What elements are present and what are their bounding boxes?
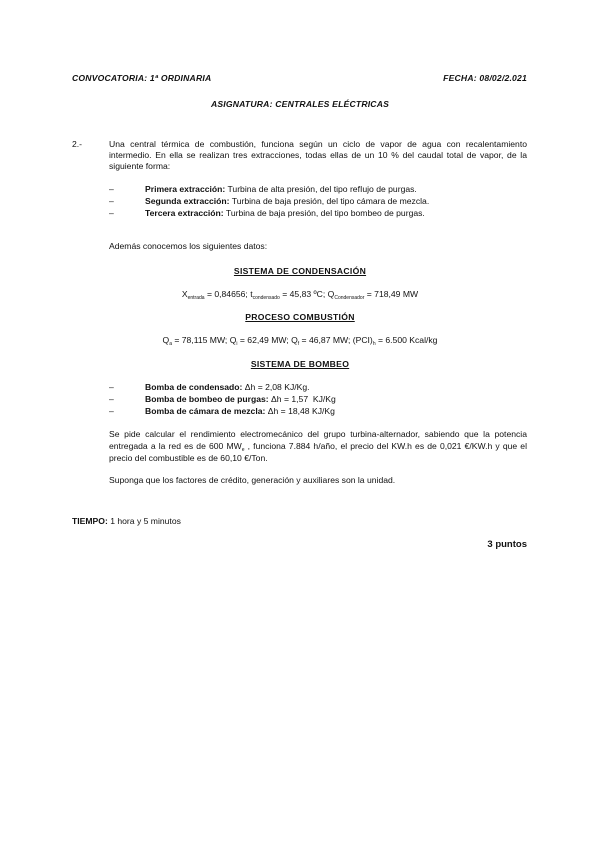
bullet-dash: – <box>109 406 114 416</box>
problem-number: 2.- <box>72 139 83 149</box>
extraction-text: Turbina de baja presión, del tipo bombeo de purgas. <box>223 208 425 218</box>
asignatura-title: ASIGNATURA: CENTRALES ELÉCTRICAS <box>210 99 390 109</box>
combustion-data: $Q_a = 78,115$ MW; $Q_i = 62,49$ MW; $Q_f = 46,87$ MW; $(PCI)_h = 6.500$ Kcal/kg <box>162 335 438 347</box>
bombeo-title: SISTEMA DE BOMBEO <box>250 359 350 369</box>
fecha-label: FECHA: 08/02/2.021 <box>443 73 527 83</box>
bomba-label: Bomba de cámara de mezcla: <box>145 406 266 416</box>
bomba-value: Δh = 1,57 KJ/Kg <box>268 394 336 404</box>
bullet-dash: – <box>109 208 114 218</box>
tiempo-line <box>72 516 181 526</box>
bomba-value: Δh = 18,48 KJ/Kg <box>265 406 335 416</box>
condensacion-data: $X_{entrada} = 0,84656$; $t_{condensado} = 45,83$ ºC; $Q_{Condensador} = 718,49$ MW <box>181 289 419 301</box>
bullet-dash: – <box>109 184 114 194</box>
convocatoria-label: CONVOCATORIA: 1ª ORDINARIA <box>72 73 212 83</box>
bullet-dash: – <box>109 394 114 404</box>
extraction-text: Turbina de alta presión, del tipo refIujo de purgas. <box>225 184 417 194</box>
data-intro: Además conocemos los siguientes datos: <box>109 241 268 251</box>
bomba-value: Δh = 2,08 KJ/Kg. <box>242 382 310 392</box>
tiempo-label: TIEMPO: <box>72 516 108 526</box>
extraction-label: Primera extracción: <box>145 184 226 194</box>
bomba-label: Bomba de bombeo de purgas: <box>145 394 269 404</box>
extraction-label: Tercera extracción: <box>145 208 224 218</box>
tiempo-value: 1 hora y 5 minutos <box>107 516 181 526</box>
bullet-dash: – <box>109 196 114 206</box>
bomba-label: Bomba de condensado: <box>145 382 243 392</box>
problem-intro: Una central térmica de combustión, funciona según un ciclo de vapor de agua con recalentamiento intermedio. En ella se realizan tres extracciones, todas ellas de un 10 % del caudal total de vapor, de la siguiente forma: <box>109 139 527 171</box>
combustion-title: PROCESO COMBUSTIÓN <box>245 312 355 322</box>
bullet-dash: – <box>109 382 114 392</box>
condensacion-title: SISTEMA DE CONDENSACIÓN <box>233 266 367 276</box>
extraction-text: Turbina de baja presión, del tipo cámara de mezcla. <box>229 196 430 206</box>
extraction-label: Segunda extracción: <box>145 196 230 206</box>
assumption-text: Suponga que los factores de crédito, generación y auxiliares son la unidad. <box>109 475 396 485</box>
puntos-label: 3 puntos <box>487 539 527 550</box>
question-text: Se pide calcular el rendimiento electromecánico del grupo turbina-alternador, sabiendo que la potencia entregada a la red es de 600 $MW_e$ , funciona 7.884 h/año, el precio del KW.h es de 0,021 €/KW.h y que el precio del combustible es de 60,10 €/Ton. <box>109 429 527 463</box>
